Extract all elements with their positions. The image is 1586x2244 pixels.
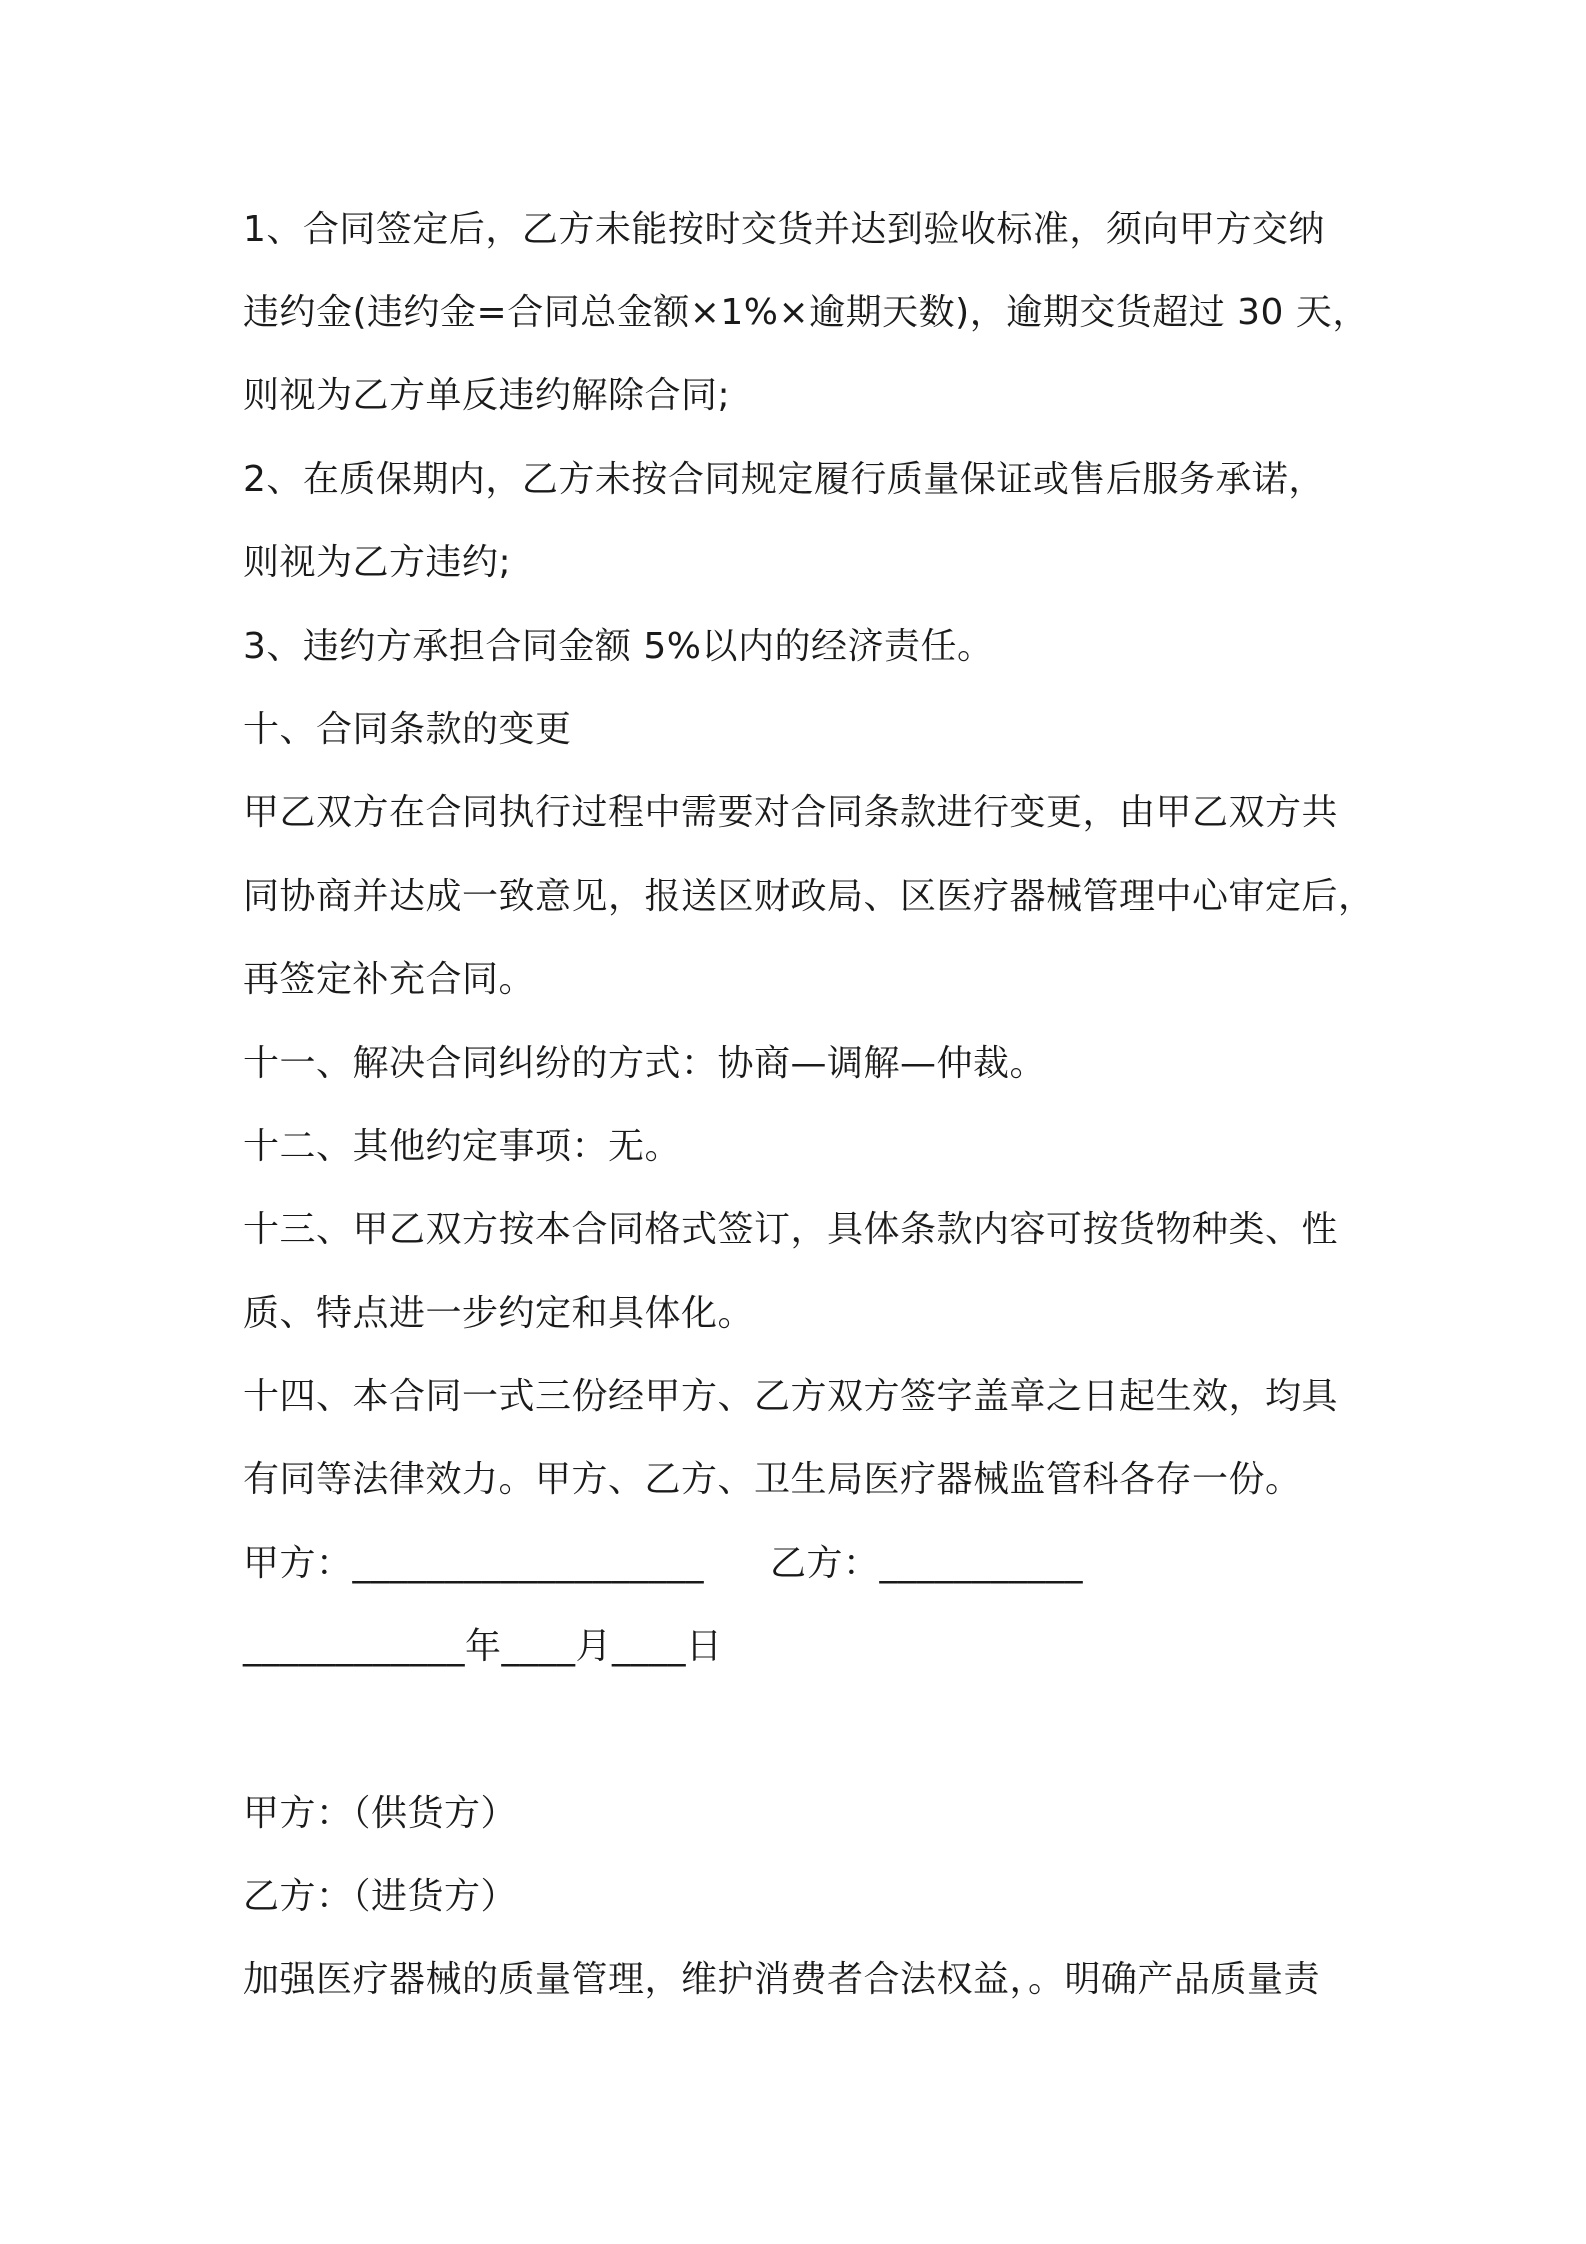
second-contract-intro: 加强医疗器械的质量管理，维护消费者合法权益，。明确产品质量责: [243, 1959, 1321, 2000]
second-contract-party-b: 乙方：（进货方）: [243, 1876, 518, 1917]
clause-9-item-3: 3、违约方承担合同金额 5%以内的经济责任。: [243, 626, 994, 667]
clause-9-item-1-line-3: 则视为乙方单反违约解除合同;: [243, 375, 731, 416]
section-11: 十一、解决合同纠纷的方式：协商—调解—仲裁。: [243, 1043, 1047, 1084]
section-10-text-line-3: 再签定补充合同。: [243, 959, 536, 1000]
clause-9-item-2-line-1: 2、在质保期内，乙方未按合同规定履行质量保证或售后服务承诺，: [243, 459, 1325, 500]
clause-9-item-2-line-2: 则视为乙方违约;: [243, 542, 512, 583]
clause-9-item-1-line-1: 1、合同签定后，乙方未能按时交货并达到验收标准，须向甲方交纳: [243, 209, 1325, 250]
section-14-line-2: 有同等法律效力。甲方、乙方、卫生局医疗器械监管科各存一份。: [243, 1459, 1302, 1500]
section-13-line-1: 十三、甲乙双方按本合同格式签订，具体条款内容可按货物种类、性: [243, 1209, 1339, 1250]
party-a-signature-field: 甲方：___________________: [243, 1543, 705, 1584]
party-b-signature-field: 乙方：___________: [770, 1543, 1084, 1584]
section-12: 十二、其他约定事项：无。: [243, 1126, 682, 1167]
section-10-text-line-1: 甲乙双方在合同执行过程中需要对合同条款进行变更，由甲乙双方共: [243, 792, 1339, 833]
section-10-text-line-2: 同协商并达成一致意见，报送区财政局、区医疗器械管理中心审定后，: [243, 876, 1375, 917]
section-10-heading: 十、合同条款的变更: [243, 709, 572, 750]
section-14-line-1: 十四、本合同一式三份经甲方、乙方双方签字盖章之日起生效，均具: [243, 1376, 1339, 1417]
section-13-line-2: 质、特点进一步约定和具体化。: [243, 1293, 755, 1334]
second-contract-party-a: 甲方：（供货方）: [243, 1793, 518, 1834]
signature-line: [243, 1542, 1083, 1586]
clause-9-item-1-line-2: 违约金(违约金=合同总金额×1%×逾期天数)，逾期交货超过 30 天，: [243, 292, 1369, 333]
date-line: ____________年____月____日: [243, 1626, 723, 1667]
